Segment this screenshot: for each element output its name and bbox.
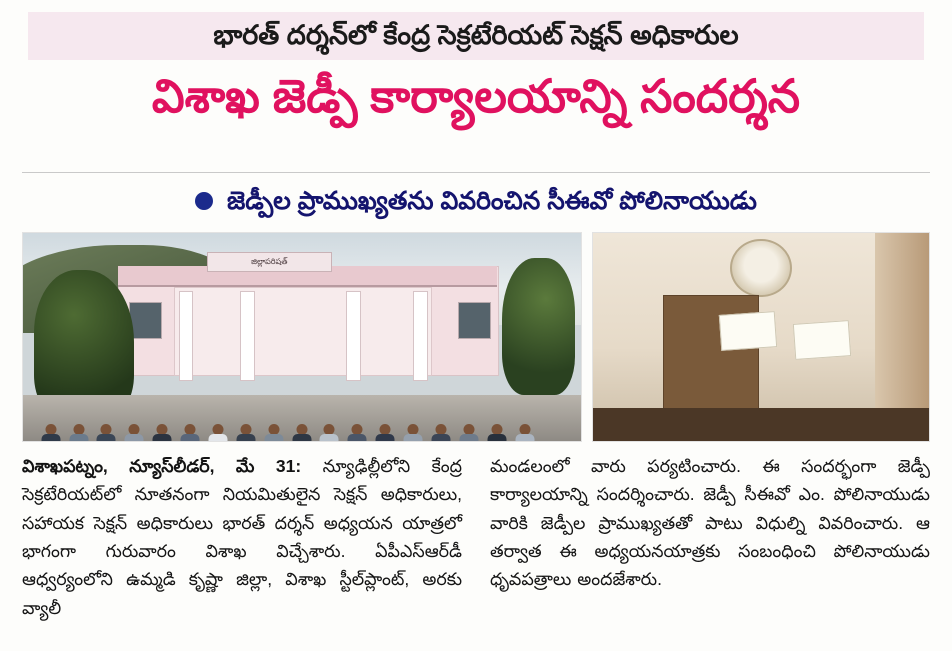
body-column-right xyxy=(490,452,930,642)
dateline: విశాఖపట్నం, న్యూస్‌లీడర్, మే 31: xyxy=(22,456,302,476)
group-photo-zp-office xyxy=(22,232,582,442)
subhead-text: జెడ్పీల ప్రాముఖ్యతను వివరించిన సీఈవో పోలినాయుడు xyxy=(227,187,757,215)
subhead-row xyxy=(22,186,930,216)
kicker-band xyxy=(28,12,924,60)
article-body xyxy=(22,452,930,642)
table-foreground xyxy=(593,408,930,441)
emblem-icon xyxy=(730,239,791,297)
certificate-icon xyxy=(793,320,851,360)
body-text-left: న్యూఢిల్లీలోని కేంద్ర సెక్రటేరియట్‌లో నూతనంగా నియమితులైన సెక్షన్ అధికారులు, సహాయక సెక్షన్ అధికారులు భారత్ దర్శన్ అధ్యయన యాత్రలో భాగంగా గురువారం విశాఖ విచ్చేశారు. ఏపీఎస్‌ఆర్‌డీ ఆధ్వర్యంలోని ఉమ్మడి కృష్ణా జిల్లా, విశాఖ స్టీల్‌ప్లాంట్, అరకు వ్యాలీ xyxy=(22,456,462,618)
horizontal-divider xyxy=(22,172,930,173)
body-column-left xyxy=(22,452,462,642)
certificate-icon xyxy=(719,312,777,352)
kicker-text: భారత్ దర్శన్‌లో కేంద్ర సెక్రటేరియట్ సెక్షన్ అధికారుల xyxy=(213,20,739,51)
building-signboard: జిల్లాపరిషత్ xyxy=(207,252,332,273)
body-text-right: మండలంలో వారు పర్యటించారు. ఈ సందర్భంగా జెడ్పీ కార్యాలయాన్ని సందర్శించారు. జెడ్పీ సీఈవో ఎం. పోలినాయుడు వారికి జెడ్పీల ప్రాముఖ్యతతో పాటు విధుల్ని వివరించారు. ఆ తర్వాత ఈ అధ్యయనయాత్రకు సంబంధించి పోలినాయుడు ధృవపత్రాలు అందజేశారు. xyxy=(490,456,930,590)
photo-strip xyxy=(22,232,930,440)
certificate-presentation-photo xyxy=(592,232,931,442)
crowd-row xyxy=(23,329,581,425)
page-title: విశాఖ జెడ్పీ కార్యాలయాన్ని సందర్శన xyxy=(151,70,801,122)
bullet-dot-icon xyxy=(195,192,213,210)
